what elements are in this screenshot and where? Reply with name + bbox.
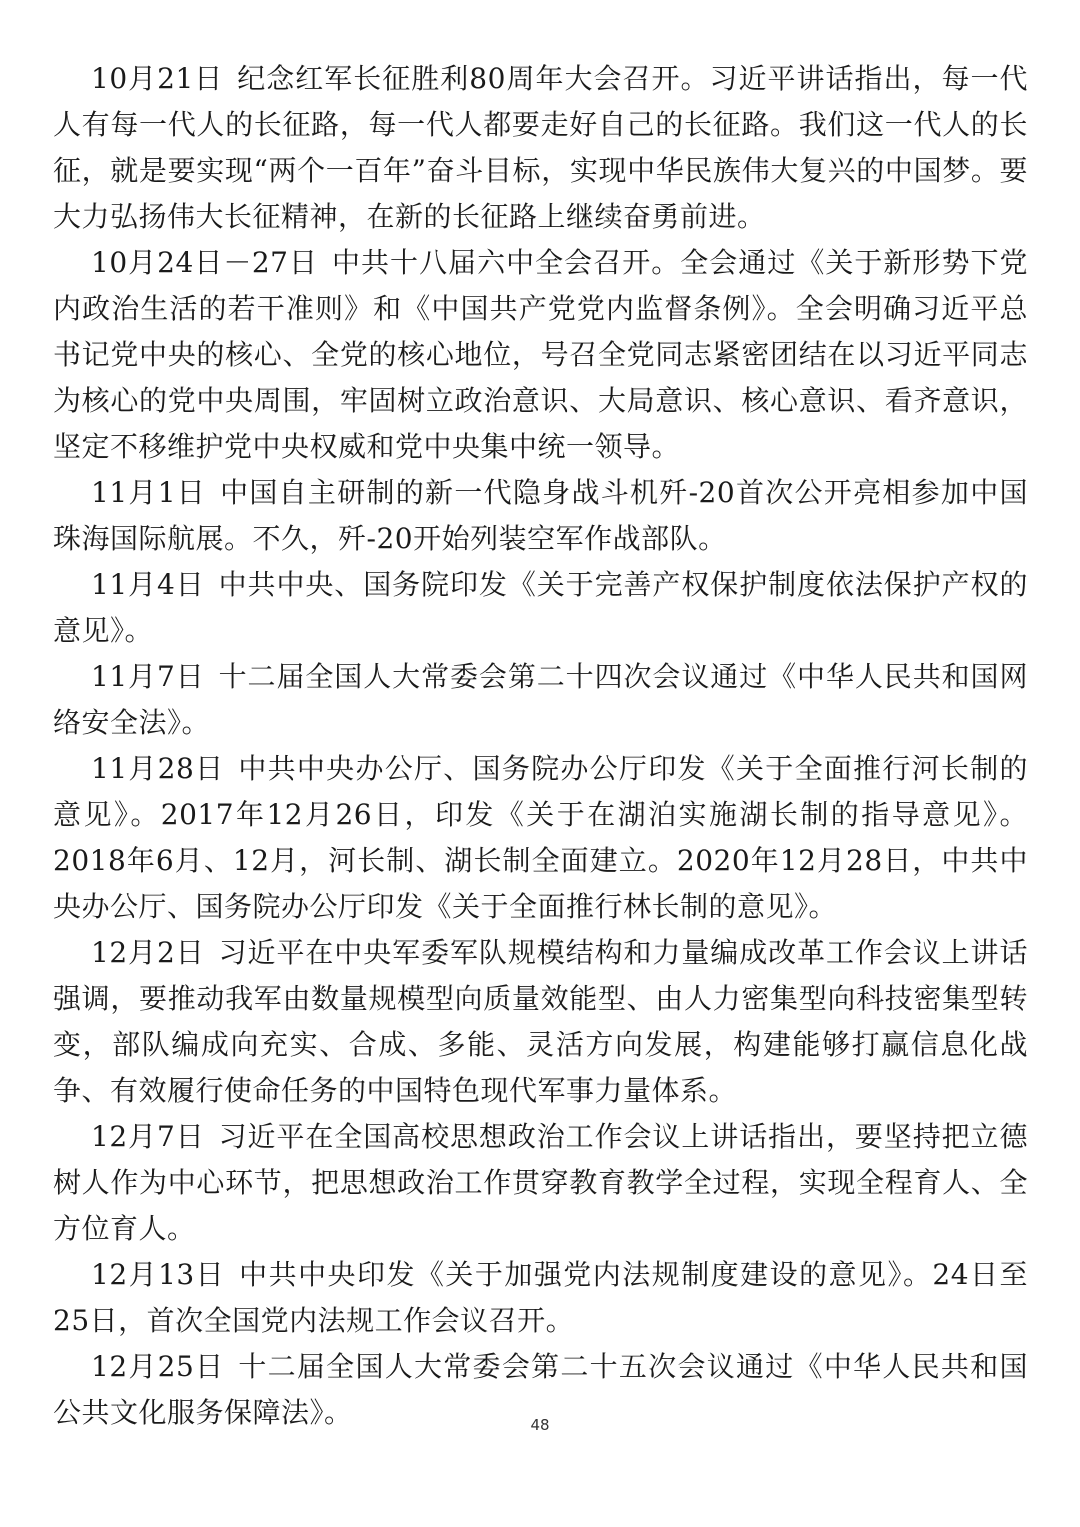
entry-text: 中共中央、国务院印发《关于完善产权保护制度依法保护产权的意见》。 <box>53 568 1028 647</box>
entry-text: 中国自主研制的新一代隐身战斗机歼-20首次公开亮相参加中国珠海国际航展。不久，歼-20开始列装空军作战部队。 <box>53 476 1028 555</box>
page-number: 48 <box>530 1416 550 1434</box>
entry-text: 习近平在中央军委军队规模结构和力量编成改革工作会议上讲话强调，要推动我军由数量规模型向质量效能型、由人力密集型向科技密集型转变，部队编成向充实、合成、多能、灵活方向发展，构建能够打赢信息化战争、有效履行使命任务的中国特色现代军事力量体系。 <box>53 936 1028 1107</box>
chronology-entry <box>53 1114 1028 1252</box>
entry-date: 12月25日 <box>91 1350 225 1383</box>
entry-date: 11月1日 <box>91 476 207 509</box>
entry-date: 11月28日 <box>91 752 225 785</box>
entry-text: 十二届全国人大常委会第二十五次会议通过《中华人民共和国公共文化服务保障法》。 <box>53 1350 1028 1429</box>
entry-date: 10月21日 <box>91 62 224 95</box>
entry-text: 中共十八届六中全会召开。全会通过《关于新形势下党内政治生活的若干准则》和《中国共产党党内监督条例》。全会明确习近平总书记党中央的核心、全党的核心地位，号召全党同志紧密团结在以习近平同志为核心的党中央周围，牢固树立政治意识、大局意识、核心意识、看齐意识，坚定不移维护党中央权威和党中央集中统一领导。 <box>53 246 1028 463</box>
entry-text: 习近平在全国高校思想政治工作会议上讲话指出，要坚持把立德树人作为中心环节，把思想政治工作贯穿教育教学全过程，实现全程育人、全方位育人。 <box>53 1120 1028 1245</box>
entry-text: 中共中央办公厅、国务院办公厅印发《关于全面推行河长制的意见》。2017年12月26日，印发《关于在湖泊实施湖长制的指导意见》。2018年6月、12月，河长制、湖长制全面建立。2020年12月28日，中共中央办公厅、国务院办公厅印发《关于全面推行林长制的意见》。 <box>53 752 1028 923</box>
chronology-entry <box>53 470 1028 562</box>
chronology-entry <box>53 1252 1028 1344</box>
entry-date: 12月7日 <box>91 1120 205 1153</box>
chronology-entry <box>53 746 1028 930</box>
entry-date: 10月24日－27日 <box>91 246 319 279</box>
chronology-entry <box>53 930 1028 1114</box>
chronology-entry <box>53 562 1028 654</box>
chronology-entry <box>53 56 1028 240</box>
chronology-text <box>53 56 1028 1436</box>
entry-date: 11月4日 <box>91 568 205 601</box>
entry-date: 11月7日 <box>91 660 205 693</box>
chronology-entry <box>53 240 1028 470</box>
entry-text: 十二届全国人大常委会第二十四次会议通过《中华人民共和国网络安全法》。 <box>53 660 1028 739</box>
entry-date: 12月13日 <box>91 1258 226 1291</box>
entry-text: 中共中央印发《关于加强党内法规制度建设的意见》。24日至25日，首次全国党内法规工作会议召开。 <box>53 1258 1028 1337</box>
chronology-entry <box>53 654 1028 746</box>
entry-date: 12月2日 <box>91 936 205 969</box>
entry-text: 纪念红军长征胜利80周年大会召开。习近平讲话指出，每一代人有每一代人的长征路，每一代人都要走好自己的长征路。我们这一代人的长征，就是要实现“两个一百年”奋斗目标，实现中华民族伟大复兴的中国梦。要大力弘扬伟大长征精神，在新的长征路上继续奋勇前进。 <box>53 62 1028 233</box>
